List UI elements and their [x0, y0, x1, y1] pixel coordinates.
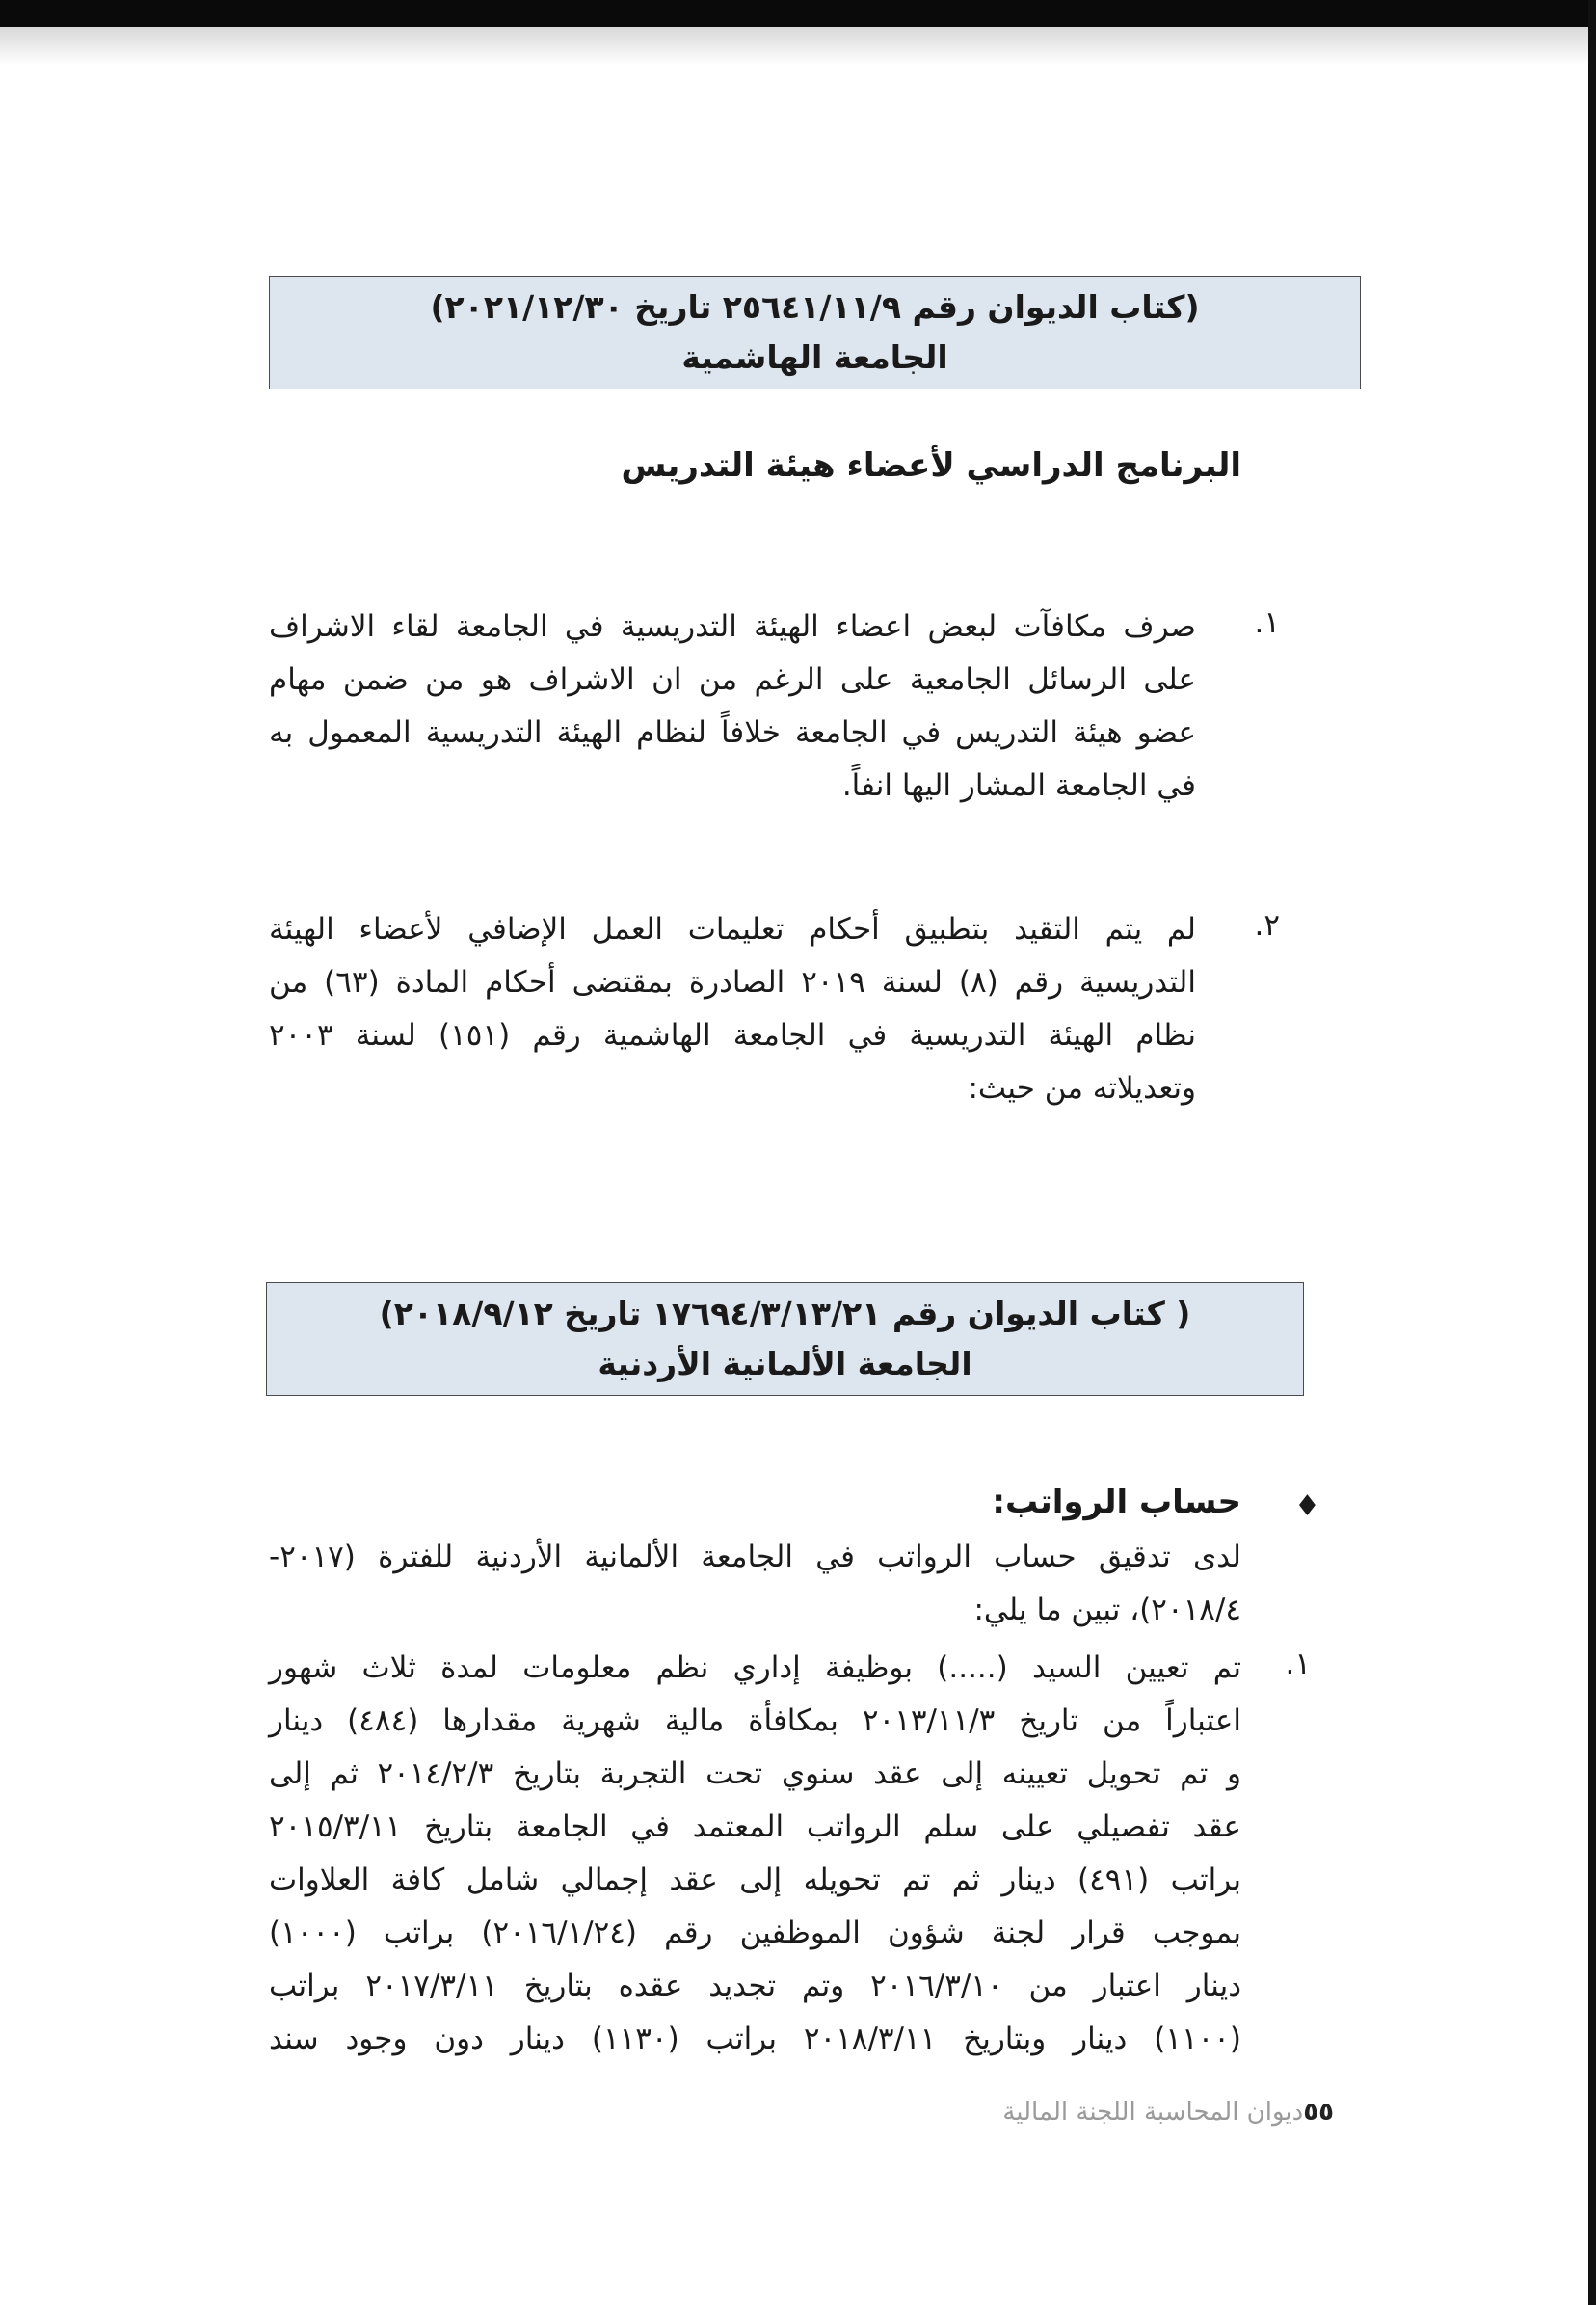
text-line: ٢٠١٨/٤)، تبين ما يلي:	[973, 1593, 1241, 1627]
footer-text: ديوان المحاسبة اللجنة المالية	[1002, 2098, 1304, 2127]
text-line: التدريسية رقم (٨) لسنة ٢٠١٩ الصادرة بمقتضى أحكام المادة (٦٣) من	[269, 965, 1196, 1000]
report-reference-box-2	[266, 1282, 1304, 1396]
text-line: و تم تحويل تعيينه إلى عقد سنوي تحت التجربة بتاريخ ٢٠١٤/٢/٣ ثم إلى	[269, 1756, 1241, 1791]
scan-right-border	[1588, 0, 1596, 2305]
text-line: صرف مكافآت لبعض اعضاء الهيئة التدريسية في الجامعة لقاء الاشراف	[269, 609, 1196, 644]
item-paragraph	[269, 1642, 1241, 2066]
text-line: لدى تدقيق حساب الرواتب في الجامعة الألمانية الأردنية للفترة (٢٠١٧-	[269, 1540, 1241, 1574]
text-line: دينار اعتبار من ٢٠١٦/٣/١٠ وتم تجديد عقده بتاريخ ٢٠١٧/٣/١١ براتب	[269, 1969, 1241, 2003]
intro-paragraph	[269, 1531, 1241, 1637]
text-line: بموجب قرار لجنة شؤون الموظفين رقم (٢٠١٦/١/٢٤) براتب (١٠٠٠)	[269, 1916, 1241, 1950]
text-line: على الرسائل الجامعية على الرغم من ان الاشراف هو من ضمن مهام	[269, 662, 1196, 697]
text-line: براتب (٤٩١) دينار ثم تم تحويله إلى عقد إجمالي شامل كافة العلاوات	[269, 1863, 1241, 1897]
item-number: ١.	[1285, 1647, 1311, 1681]
text-line: عقد تفصيلي على سلم الرواتب المعتمد في الجامعة بتاريخ ٢٠١٥/٣/١١	[269, 1809, 1241, 1844]
text-line: عضو هيئة التدريس في الجامعة خلافاً لنظام الهيئة التدريسية المعمول به	[269, 715, 1196, 750]
page-number: ٥٥	[1303, 2098, 1334, 2127]
institution-name: الجامعة الألمانية الأردنية	[598, 1345, 972, 1382]
item-number: ١.	[1254, 605, 1280, 640]
text-line: (١١٠٠) دينار وبتاريخ ٢٠١٨/٣/١١ براتب (١١٣٠) دينار دون وجود سند	[269, 2022, 1242, 2056]
text-line: في الجامعة المشار اليها انفاً.	[841, 768, 1196, 803]
report-reference-box-1	[269, 276, 1361, 389]
page-footer	[1002, 2098, 1334, 2127]
text-line: نظام الهيئة التدريسية في الجامعة الهاشمية رقم (١٥١) لسنة ٢٠٠٣	[269, 1018, 1196, 1053]
text-line: وتعديلاته من حيث:	[968, 1071, 1196, 1106]
item-paragraph	[269, 903, 1196, 1115]
text-line: لم يتم التقيد بتطبيق أحكام تعليمات العمل الإضافي لأعضاء الهيئة	[269, 912, 1196, 947]
section-heading: حساب الرواتب:	[992, 1483, 1241, 1521]
reference-line: ( كتاب الديوان رقم ١٧٦٩٤/٣/١٣/٢١ تاريخ ٢٠١٨/٩/١٢)	[379, 1295, 1191, 1332]
scan-shadow	[0, 27, 1596, 66]
text-line: اعتباراً من تاريخ ٢٠١٣/١١/٣ بمكافأة مالية شهرية مقدارها (٤٨٤) دينار	[269, 1703, 1241, 1738]
item-paragraph	[269, 601, 1196, 813]
diamond-bullet-icon: ♦	[1294, 1489, 1320, 1523]
section-heading: البرنامج الدراسي لأعضاء هيئة التدريس	[621, 446, 1241, 485]
reference-line: (كتاب الديوان رقم ٢٥٦٤١/١١/٩ تاريخ ٢٠٢١/١٢/٣٠)	[430, 288, 1200, 326]
scan-top-border	[0, 0, 1596, 27]
text-line: تم تعيين السيد (.....) بوظيفة إداري نظم معلومات لمدة ثلاث شهور	[269, 1650, 1241, 1685]
item-number: ٢.	[1254, 908, 1280, 943]
institution-name: الجامعة الهاشمية	[681, 338, 948, 376]
